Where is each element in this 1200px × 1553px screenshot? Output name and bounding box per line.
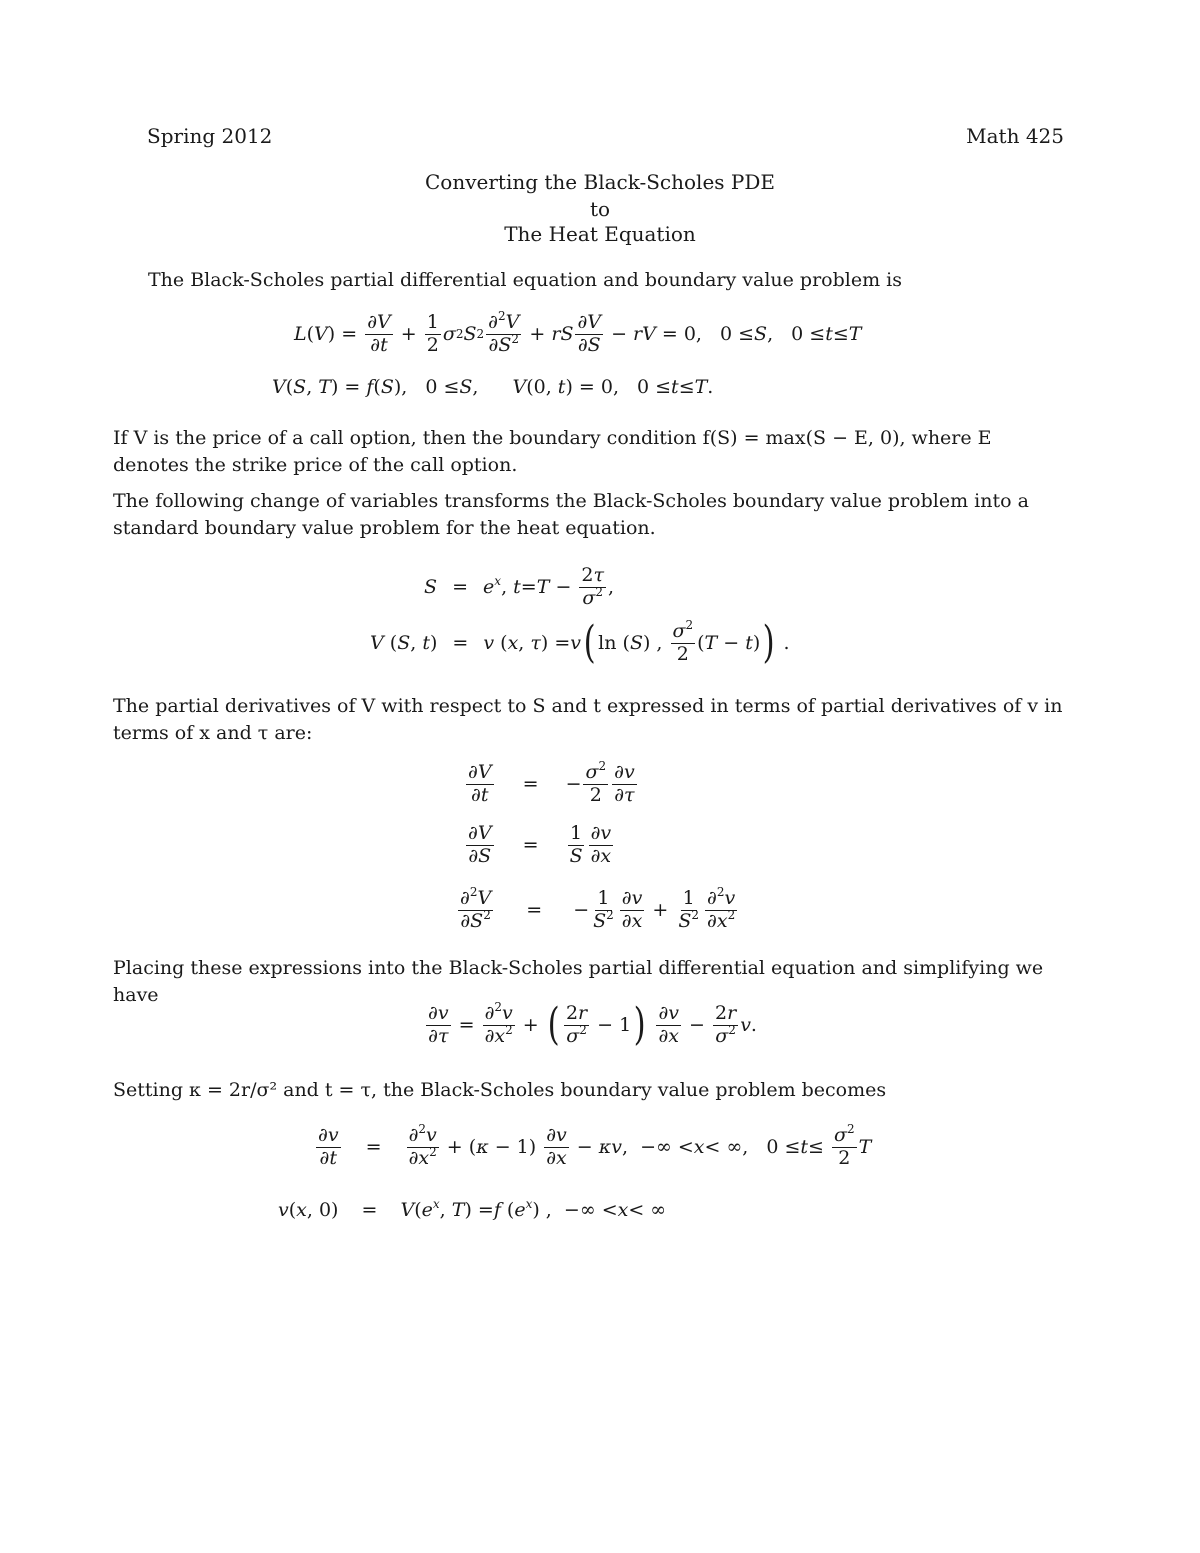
intro-paragraph: The Black-Scholes partial differential equation and boundary value problem is xyxy=(148,269,902,291)
bs-pde-equation: L ( V ) = $\frac{\partial V}{\partial t}$ + $\frac{1}{2}$ σ 2 S 2 $\frac{\partial^2V}{\partial S^2}$ + rS $\frac{\partial V}{\partial S}$ − rV = 0, 0 ≤ S , 0 ≤ t ≤ T xyxy=(294,309,862,356)
title-line-3: The Heat Equation xyxy=(504,222,696,246)
header-course-number: Math 425 xyxy=(966,124,1064,148)
title-line-2: to xyxy=(589,197,611,221)
derivative-eq-dt: $\frac{\partial V}{\partial t}$ = − $\frac{\sigma^2}{2}$ $\frac{\partial v}{\partial\tau}$ xyxy=(468,759,635,806)
final-heat-equation: $\frac{\partial v}{\partial t}$ = $\frac{\partial^2v}{\partial x^2}$ + ( κ − 1) $\frac{\partial v}{\partial x}$ − κv , −∞ < x < ∞, 0 ≤ t ≤ $\frac{\sigma^2}{2}$ T xyxy=(318,1122,872,1169)
change-of-variables-eq-2: V ( S , t ) = v ( x , τ ) = v ( ln ( S ) , $\frac{\sigma^2}{2}$ ( T − t ) ) . xyxy=(370,617,790,669)
derivative-eq-dss: $\frac{\partial^2V}{\partial S^2}$ = − $\frac{1}{S^2}$ $\frac{\partial v}{\partial x}$ + $\frac{1}{S^2}$ $\frac{\partial^2v}{\partial x^2}$ xyxy=(460,885,736,932)
change-of-variables-paragraph: The following change of variables transforms the Black-Scholes boundary value problem into a standard boundary value problem for the heat equation. xyxy=(113,490,1029,539)
bs-boundary-conditions: V ( S , T ) = f ( S ), 0 ≤ S , V (0, t ) = 0, 0 ≤ t ≤ T . xyxy=(272,376,714,398)
transformed-equation: $\frac{\partial v}{\partial\tau}$ = $\frac{\partial^2v}{\partial x^2}$ + ( $\frac{2r}{\sigma^2}$ − 1 ) $\frac{\partial v}{\partial x}$ − $\frac{2r}{\sigma^2}$ v . xyxy=(428,999,757,1051)
change-of-variables-eq-1: S = $e^x$ , t = T − $\frac{2\tau}{\sigma^2}$ , xyxy=(424,564,615,609)
call-option-paragraph: If V is the price of a call option, then the boundary condition f(S) = max(S − E, 0), where E denotes the strike price of the call option. xyxy=(113,427,992,476)
derivative-eq-ds: $\frac{\partial V}{\partial S}$ = $\frac{1}{S}$ $\frac{\partial v}{\partial x}$ xyxy=(468,822,612,867)
header-course-term: Spring 2012 xyxy=(147,124,273,148)
partials-paragraph: The partial derivatives of V with respect to S and t expressed in terms of partial derivatives of v in terms of x and τ are: xyxy=(113,695,1063,744)
title-line-1: Converting the Black-Scholes PDE xyxy=(424,170,776,194)
setting-paragraph: Setting κ = 2r/σ² and t = τ, the Black-Scholes boundary value problem becomes xyxy=(113,1079,887,1101)
final-initial-condition: v ( x , 0) = V ( $e^x$ , T ) = f ( $e^x$ ) , −∞ < x < ∞ xyxy=(278,1197,667,1221)
placing-paragraph: Placing these expressions into the Black-Scholes partial differential equation and simplifying we have xyxy=(113,957,1044,1006)
